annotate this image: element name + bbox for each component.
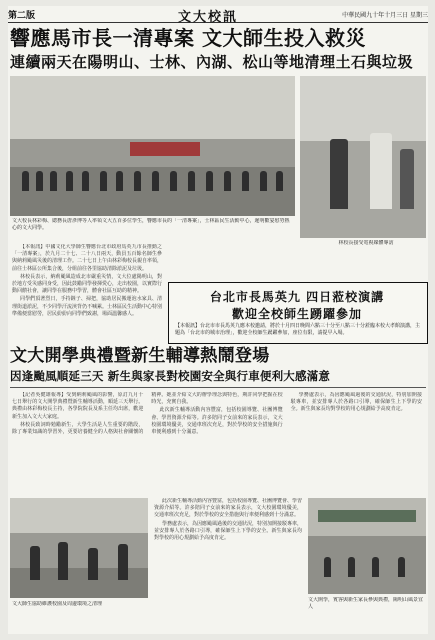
second-subhead: 因逢颱風順延三天 新生與家長對校園安全與行車便利大感滿意 (10, 369, 331, 383)
second-photo-ceremony (308, 498, 426, 594)
second-photo-cleanup (10, 498, 148, 598)
photo-person (370, 133, 392, 209)
second-paragraph: 此次新生輔導活動內容豐富，包括校園導覽、社團博覽會、學習資源介紹等。許多陪同子女前來的家長表示，文大校園環境優美，交通車班次充足，對於學校的安全措施與行車便利感到十分滿意。 (151, 407, 283, 436)
second-paragraph: 學務處表示，為因應颱風過後的交通狀況，特別加開接駁專車，並安排專人於各路口引導，確保師生上下學的安全。新生與家長均對學校的用心規劃給予高度肯定。 (154, 520, 302, 542)
photo-person (36, 171, 43, 191)
second-photo-left-caption: 文大師生協助維護校園及周邊環境之清理 (12, 601, 103, 607)
lead-photo-volunteers (10, 76, 295, 216)
photo-person (188, 171, 195, 191)
notice-subtitle: 歡迎全校師生踴躍參加 (231, 307, 362, 321)
photo-person (22, 171, 29, 191)
photo-person (372, 557, 379, 577)
lead-paragraph: 同學們頂著烈日，手持鏟子、掃把，協助居民搬運泡水家具、清理街道淤泥，不少同學汗流浹背仍不喊累。士林區民生活動中心特別準備便當慰勞，居民紛紛向同學們致謝，場面溫馨感人。 (12, 296, 162, 317)
photo-person (206, 171, 213, 191)
lead-subhead: 連續兩天在陽明山、士林、內湖、松山等地清理土石與垃圾 (10, 53, 414, 71)
photo-person (224, 171, 231, 191)
lead-paragraph: 【本報訊】中國文化大學師生響應台北市政府馬英九市長推動之「一清專案」，於九月二十七、二十八日兩天，動員五百餘名師生參與納莉颱風災後的清理工作。二十七日上午由林彩梅校長親自率領，前往士林區公所集合後，分組前往各里協助清除淤泥及垃圾。 (12, 244, 162, 272)
photo-person (116, 171, 123, 191)
photo-person (66, 171, 73, 191)
paper-name: 文大校訊 (178, 10, 239, 25)
photo-person (170, 171, 177, 191)
photo-sky (10, 76, 295, 139)
speech-notice-box (168, 282, 428, 344)
second-paragraph: 林校長致詞時勉勵新生，大學生活是人生重要的階段，除了專業知識的學習外，更要培養健全的人格與社會關懷的精神。她並介紹文大的辦學理念與特色，期許同學把握在校時光，充實自我。 (12, 392, 283, 436)
photo-person (398, 557, 405, 577)
second-headline: 文大開學典禮暨新生輔導熱鬧登場 (10, 346, 270, 366)
photo-sky (10, 498, 148, 533)
second-paragraph: 【記者吳健雄報導】受到納莉颱風的影響，原訂九月十七日舉行的文大開學典禮暨新生輔導活動，順延三天舉行。典禮由林彩梅校長主持，各學院院長及系主任均出席，歡迎新生加入文大大家庭。 (12, 392, 144, 420)
photo-person (50, 171, 57, 191)
second-paragraph: 此次新生輔導活動內容豐富，包括校園導覽、社團博覽會、學習資源介紹等。許多陪同子女前來的家長表示，文大校園環境優美，交通車班次充足，對於學校的安全措施與行車便利感到十分滿意。 (154, 498, 302, 519)
issue-date: 中華民國九十年十月三日 星期三 (342, 12, 428, 19)
section-divider (10, 387, 426, 388)
second-photo-right-caption: 文大開學，賓客與新生家長參與典禮，陽明山風景宜人 (308, 597, 424, 610)
lead-paragraph: 林校長表示，納莉颱風造成北市嚴重災情，文大位處陽明山，對於地方受災感同身受，因此鼓勵同學發揮愛心，走出校園，以實際行動回饋社會，讓同學在服務中學習，體會社區互助的精神。 (12, 273, 162, 295)
photo-person (58, 542, 68, 580)
photo-person (100, 171, 107, 191)
photo-person (152, 171, 159, 191)
lead-headline: 響應馬市長一清專案 文大師生投入救災 (10, 26, 366, 50)
second-paragraph: 學務處表示，為因應颱風過後的交通狀況，特別加開接駁專車，並安排專人於各路口引導，確保師生上下學的安全。新生與家長均對學校的用心規劃給予高度肯定。 (290, 392, 422, 413)
photo-person (276, 171, 283, 191)
photo-person (324, 557, 331, 577)
photo-person (88, 548, 98, 580)
second-story-continued (154, 498, 302, 608)
photo-person (400, 149, 414, 209)
notice-title: 台北市長馬英九 四日蒞校演講 (209, 290, 385, 304)
photo-person (242, 171, 249, 191)
photo-person (348, 557, 355, 577)
photo-person (118, 544, 128, 580)
second-story-body (12, 392, 422, 492)
newspaper-page (8, 6, 428, 634)
lead-photo-interview (300, 76, 426, 238)
photo-person (82, 171, 89, 191)
photo-person (30, 546, 40, 580)
photo-person (330, 139, 348, 209)
edition-label: 第二版 (8, 11, 36, 21)
lead-photo-caption: 文大校長林彩梅、總務長唐彥博等人率領文大五百多位學生，響應市長的「一清專案」，士林區民生活動中心，遲明歡宴慰勞熱心的文大同學。 (12, 218, 290, 231)
masthead (8, 6, 428, 23)
photo-person (260, 171, 267, 191)
lead-story-body (12, 244, 162, 344)
notice-body: 【本報訊】台北市市長馬英九應本校邀請，將於十月四日晚間六點三十分至八點三十分蒞臨本校大孝館演講，主題為「台北市的城市治理」，歡迎全校師生踴躍參加，座位有限，請提早入場。 (175, 323, 421, 336)
lead-photo-right-caption: 林校長接受電視媒體專訪 (338, 240, 394, 246)
photo-banner (130, 142, 200, 156)
photo-person (134, 171, 141, 191)
photo-tent (318, 510, 416, 522)
photo-sky (300, 76, 426, 141)
